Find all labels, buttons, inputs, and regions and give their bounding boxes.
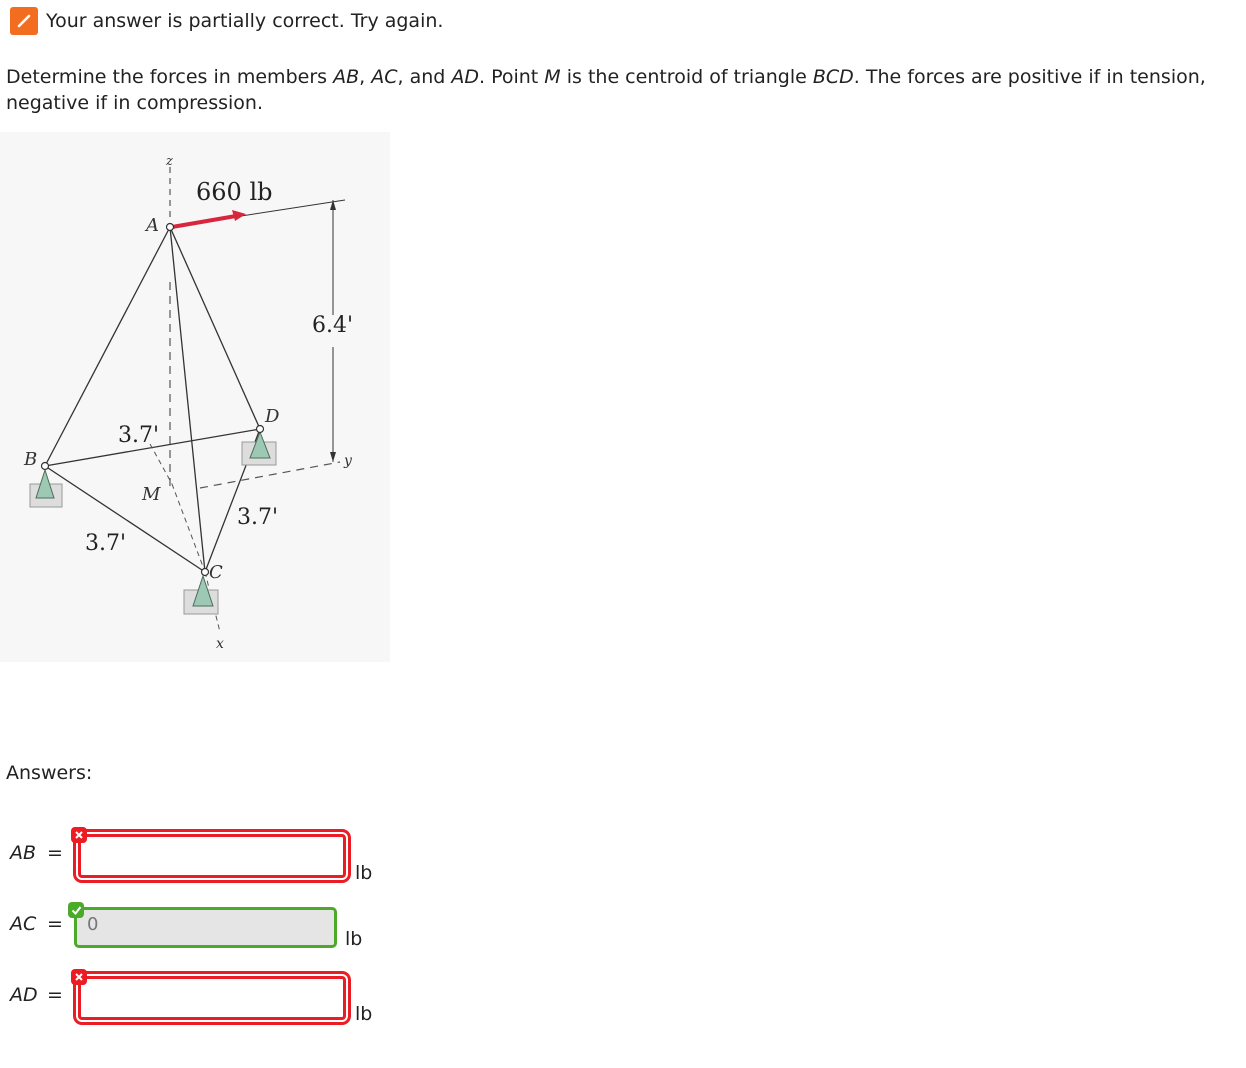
- var-label-ab: AB: [10, 842, 37, 864]
- pencil-icon: [10, 7, 38, 35]
- side-label-right: 3.7': [237, 505, 279, 530]
- ad-input[interactable]: [78, 976, 346, 1020]
- error-icon: [71, 969, 87, 985]
- point-A: A: [146, 215, 159, 236]
- question-text: Determine the forces in members AB, AC, and AD. Point M is the centroid of triangle BCD. The forces are positive if in tension, negative if in compression.: [6, 66, 1206, 114]
- answers-label: Answers:: [6, 762, 93, 784]
- status-message: Your answer is partially correct. Try again.: [46, 10, 444, 32]
- unit-label: lb: [355, 1003, 373, 1025]
- unit-label: lb: [355, 862, 373, 884]
- error-icon: [71, 827, 87, 843]
- check-icon: [68, 902, 84, 918]
- var-label-ac: AC: [10, 913, 37, 935]
- var-label-ad: AD: [10, 984, 38, 1006]
- equals-sign: =: [47, 842, 63, 864]
- truss-figure: [0, 132, 390, 662]
- status-banner: [10, 7, 443, 35]
- side-label-top: 3.7': [118, 423, 160, 448]
- ab-input[interactable]: [78, 834, 346, 878]
- axis-x-label: x: [216, 636, 224, 652]
- equals-sign: =: [47, 913, 63, 935]
- unit-label: lb: [345, 928, 363, 950]
- side-label-left: 3.7': [85, 531, 127, 556]
- equals-sign: =: [47, 984, 63, 1006]
- point-M: M: [142, 484, 161, 505]
- point-B: B: [24, 449, 38, 470]
- ac-input[interactable]: 0: [74, 907, 337, 948]
- point-C: C: [209, 562, 223, 583]
- point-D: D: [265, 406, 280, 427]
- height-label: 6.4': [312, 313, 354, 338]
- force-label: 660 lb: [196, 178, 273, 206]
- axis-z-label: z: [166, 154, 173, 169]
- axis-y-label: y: [344, 453, 352, 469]
